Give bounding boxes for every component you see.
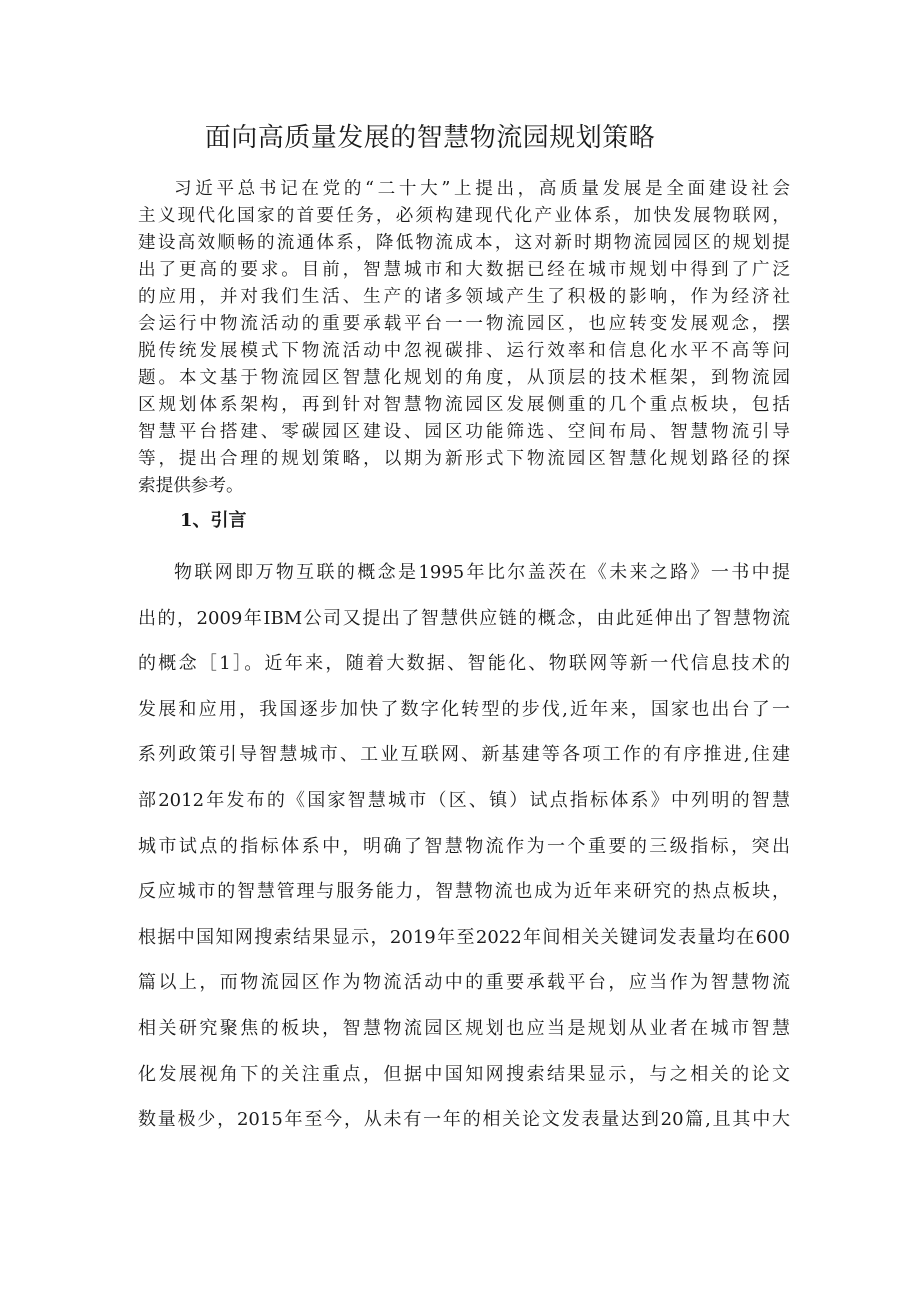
abstract-line: 习近平总书记在党的“二十大”上提出，高质量发展是全面建设社会 xyxy=(174,179,790,199)
body-line: 部2012年发布的《国家智慧城市（区、镇）试点指标体系》中列明的智慧 xyxy=(138,789,790,811)
abstract-line: 会运行中物流活动的重要承载平台一一物流园区，也应转变发展观念，摆 xyxy=(138,314,790,334)
abstract-line: 索提供参考。 xyxy=(138,476,244,496)
body-paragraph xyxy=(138,550,790,1143)
abstract-line: 智慧平台搭建、零碳园区建设、园区功能筛选、空间布局、智慧物流引导 xyxy=(138,422,790,442)
body-line: 的概念［1］。近年来，随着大数据、智能化、物联网等新一代信息技术的 xyxy=(138,653,790,675)
abstract-paragraph xyxy=(138,176,790,500)
body-line: 篇以上，而物流园区作为物流活动中的重要承载平台，应当作为智慧物流 xyxy=(138,972,790,994)
document-title: 面向高质量发展的智慧物流园规划策略 xyxy=(204,123,656,153)
body-line: 出的，2009年IBM公司又提出了智慧供应链的概念，由此延伸出了智慧物流 xyxy=(138,607,790,629)
abstract-line: 等，提出合理的规划策略，以期为新形式下物流园区智慧化规划路径的探 xyxy=(138,449,790,469)
body-line: 根据中国知网搜索结果显示，2019年至2022年间相关关键词发表量均在600 xyxy=(138,926,790,948)
abstract-line: 题。本文基于物流园区智慧化规划的角度，从顶层的技术框架，到物流园 xyxy=(138,368,790,388)
body-line: 化发展视角下的关注重点，但据中国知网搜索结果显示，与之相关的论文 xyxy=(138,1063,790,1085)
body-line: 系列政策引导智慧城市、工业互联网、新基建等各项工作的有序推进,住建 xyxy=(138,744,790,766)
abstract-line: 区规划体系架构，再到针对智慧物流园区发展侧重的几个重点板块，包括 xyxy=(138,395,790,415)
abstract-line: 脱传统发展模式下物流活动中忽视碳排、运行效率和信息化水平不高等问 xyxy=(138,341,790,361)
body-line: 城市试点的指标体系中，明确了智慧物流作为一个重要的三级指标，突出 xyxy=(138,835,790,857)
body-line: 数量极少，2015年至今，从未有一年的相关论文发表量达到20篇,且其中大 xyxy=(138,1109,790,1131)
body-line: 发展和应用，我国逐步加快了数字化转型的步伐,近年来，国家也出台了一 xyxy=(138,698,790,720)
abstract-line: 建设高效顺畅的流通体系，降低物流成本，这对新时期物流园园区的规划提 xyxy=(138,233,790,253)
body-line: 反应城市的智慧管理与服务能力，智慧物流也成为近年来研究的热点板块， xyxy=(138,881,790,903)
abstract-line: 的应用，并对我们生活、生产的诸多领域产生了积极的影响，作为经济社 xyxy=(138,287,790,307)
body-line: 物联网即万物互联的概念是1995年比尔盖茨在《未来之路》一书中提 xyxy=(174,562,790,583)
body-line: 相关研究聚焦的板块，智慧物流园区规划也应当是规划从业者在城市智慧 xyxy=(138,1017,790,1039)
abstract-line: 主义现代化国家的首要任务，必须构建现代化产业体系，加快发展物联网， xyxy=(138,206,790,226)
section-heading: 1、引言 xyxy=(180,510,247,531)
abstract-line: 出了更高的要求。目前，智慧城市和大数据已经在城市规划中得到了广泛 xyxy=(138,260,790,280)
